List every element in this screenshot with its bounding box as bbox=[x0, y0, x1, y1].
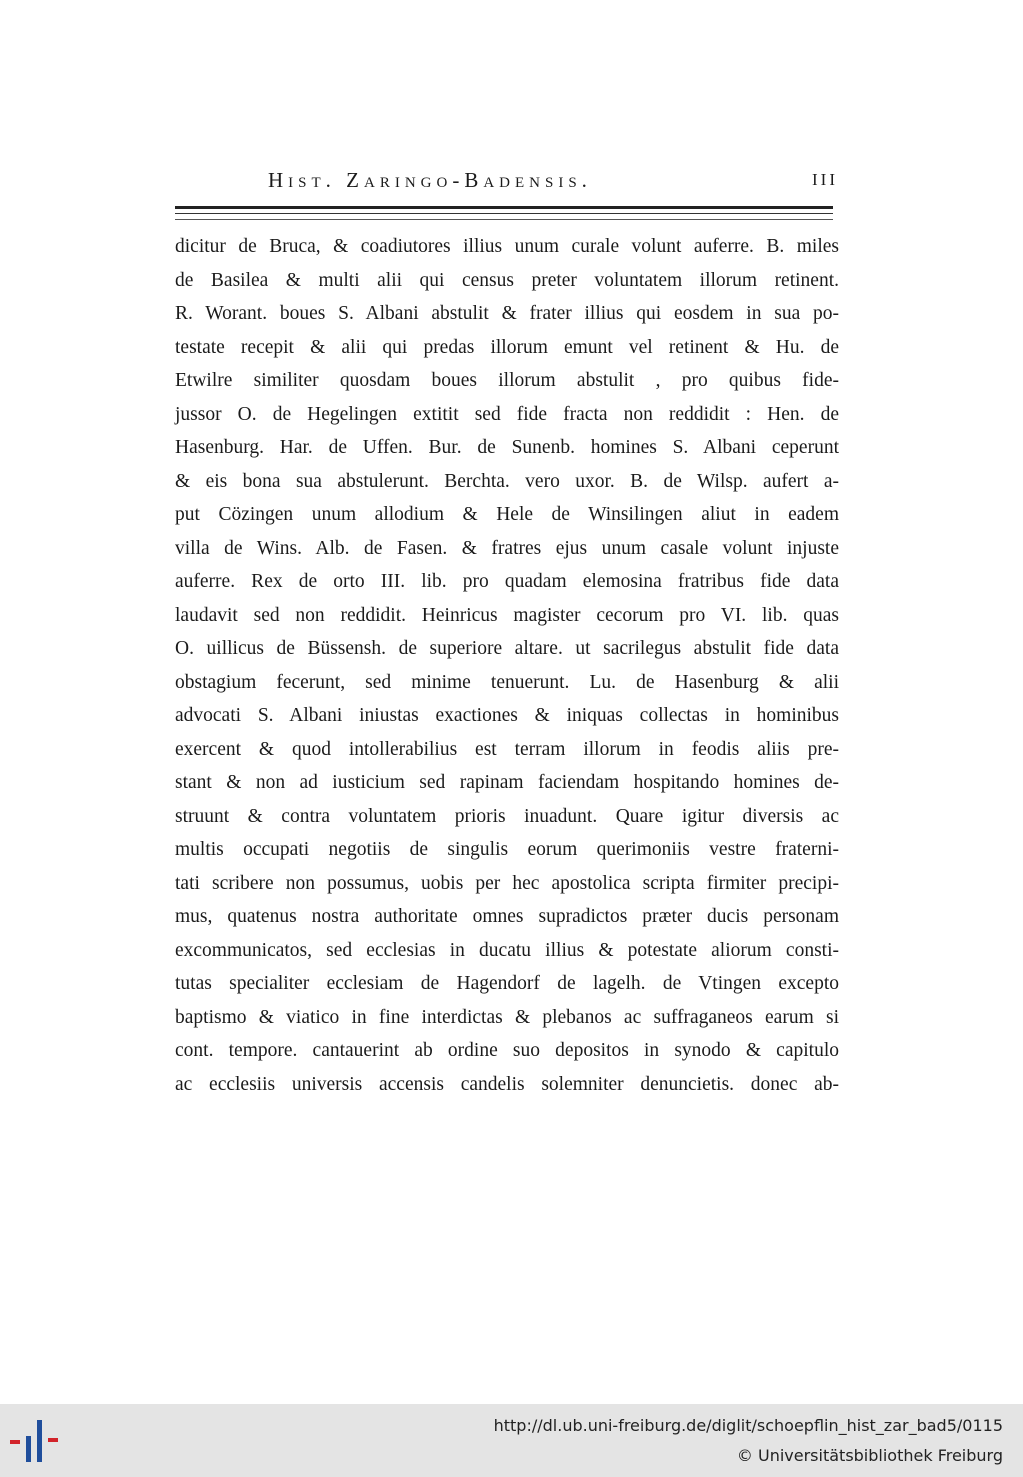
text-line: R. Worant. boues S. Albani abstulit & frater illius qui eosdem in sua po- bbox=[175, 303, 839, 324]
body-text bbox=[175, 230, 839, 1101]
text-line: advocati S. Albani iniustas exactiones & iniquas collectas in hominibus bbox=[175, 705, 839, 726]
source-url-link[interactable]: http://dl.ub.uni-freiburg.de/diglit/schoepflin_hist_zar_bad5/0115 bbox=[493, 1416, 1003, 1435]
text-line: obstagium fecerunt, sed minime tenuerunt. Lu. de Hasenburg & alii bbox=[175, 671, 839, 693]
text-line: multis occupati negotiis de singulis eorum querimoniis vestre fraterni- bbox=[175, 839, 839, 860]
text-line: ac ecclesiis universis accensis candelis solemniter denuncietis. donec ab- bbox=[175, 1073, 839, 1095]
text-line: excommunicatos, sed ecclesias in ducatu illius & potestate aliorum consti- bbox=[175, 939, 839, 961]
page-number: III bbox=[812, 170, 838, 189]
header-rule-thin bbox=[175, 213, 833, 214]
text-line: Hasenburg. Har. de Uffen. Bur. de Sunenb. homines S. Albani ceperunt bbox=[175, 437, 839, 458]
footer-bar bbox=[0, 1404, 1023, 1477]
text-line: tati scribere non possumus, uobis per hec apostolica scripta firmiter precipi- bbox=[175, 872, 839, 894]
library-logo-icon bbox=[10, 1418, 66, 1466]
running-title: Hist. Zaringo-Badensis. bbox=[268, 168, 592, 192]
text-line: cont. tempore. cantauerint ab ordine suo depositos in synodo & capitulo bbox=[175, 1040, 839, 1061]
text-line: laudavit sed non reddidit. Heinricus magister cecorum pro VI. lib. quas bbox=[175, 604, 839, 626]
text-line: mus, quatenus nostra authoritate omnes supradictos præter ducis personam bbox=[175, 906, 839, 927]
text-line: stant & non ad iusticium sed rapinam faciendam hospitando homines de- bbox=[175, 772, 839, 793]
running-head bbox=[268, 168, 838, 196]
text-line: testate recepit & alii qui predas illorum emunt vel retinent & Hu. de bbox=[175, 336, 839, 358]
text-line: exercent & quod intollerabilius est terram illorum in feodis aliis pre- bbox=[175, 738, 839, 760]
text-line: villa de Wins. Alb. de Fasen. & fratres ejus unum casale volunt injuste bbox=[175, 537, 839, 559]
copyright-text: © Universitätsbibliothek Freiburg bbox=[736, 1446, 1003, 1465]
text-line: baptismo & viatico in fine interdictas & plebanos ac suffraganeos earum si bbox=[175, 1006, 839, 1028]
text-line: auferre. Rex de orto III. lib. pro quadam elemosina fratribus fide data bbox=[175, 571, 839, 592]
text-line: tutas specialiter ecclesiam de Hagendorf de lagelh. de Vtingen excepto bbox=[175, 973, 839, 994]
text-line: struunt & contra voluntatem prioris inuadunt. Quare igitur diversis ac bbox=[175, 805, 839, 827]
text-line: de Basilea & multi alii qui census preter voluntatem illorum retinent. bbox=[175, 269, 839, 291]
text-line: Etwilre similiter quosdam boues illorum abstulit , pro quibus fide- bbox=[175, 370, 839, 391]
text-line: put Cözingen unum allodium & Hele de Winsilingen aliut in eadem bbox=[175, 504, 839, 525]
header-rule-thin-lower bbox=[175, 219, 833, 220]
text-line: dicitur de Bruca, & coadiutores illius unum curale volunt auferre. B. miles bbox=[175, 236, 839, 257]
text-line: O. uillicus de Büssensh. de superiore altare. ut sacrilegus abstulit fide data bbox=[175, 638, 839, 659]
text-line: & eis bona sua abstulerunt. Berchta. vero uxor. B. de Wilsp. aufert a- bbox=[175, 470, 839, 492]
header-rule bbox=[175, 206, 833, 209]
text-line: jussor O. de Hegelingen extitit sed fide fracta non reddidit : Hen. de bbox=[175, 403, 839, 425]
